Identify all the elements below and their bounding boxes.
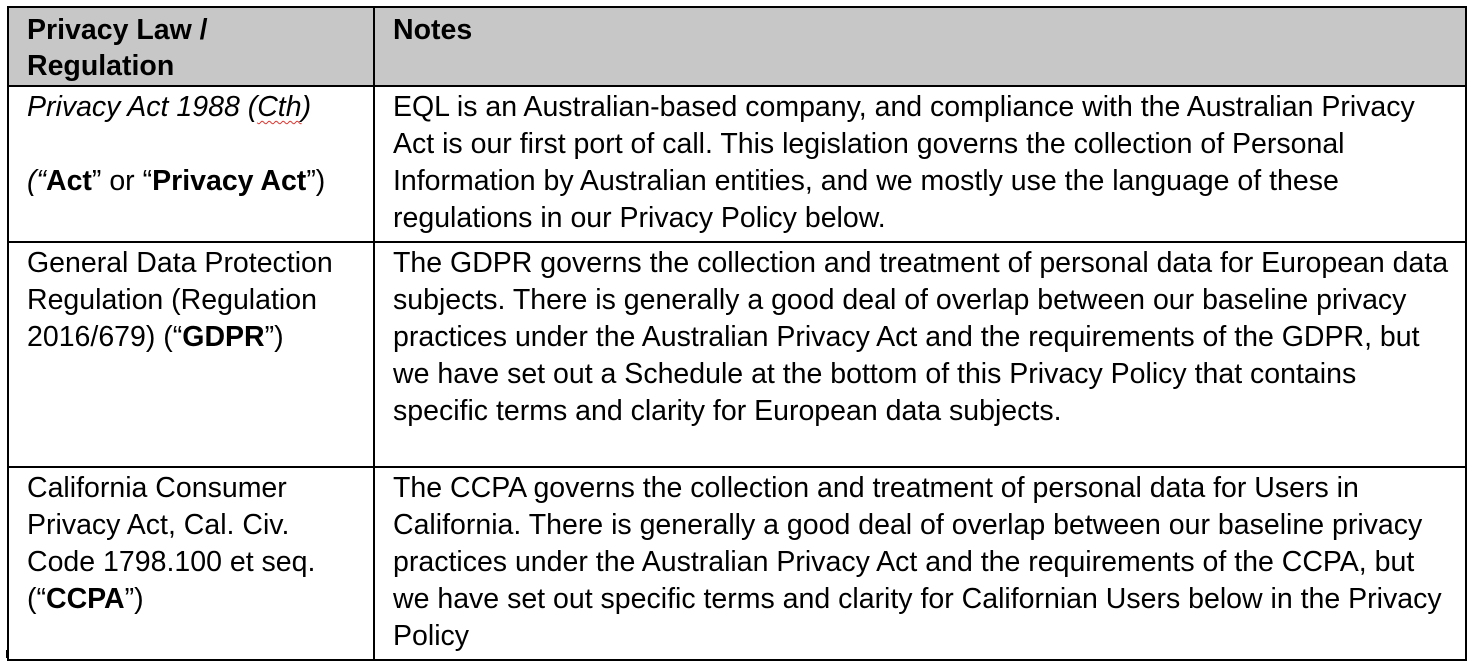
table-header-row	[8, 7, 1466, 86]
spellcheck-underline-cth: Cth	[257, 91, 302, 123]
notes-cell-privacy-act: EQL is an Australian-based company, and compliance with the Australian Privacy Act is our first port of call. This legislation governs the collection of Personal Information by Australian entities, and we mostly use the language of these regulations in our Privacy Policy below.	[374, 86, 1466, 242]
law-cell-privacy-act	[8, 86, 374, 242]
table-row	[8, 86, 1466, 242]
header-law-regulation	[8, 7, 374, 86]
law-title-privacy-act: Privacy Act 1988 (Cth)	[27, 91, 312, 123]
law-cell-gdpr	[8, 242, 374, 467]
law-abbreviation-gdpr: (“GDPR”)	[163, 321, 284, 353]
header-notes: Notes	[374, 7, 1466, 86]
table-row	[8, 242, 1466, 467]
table-edge-mark	[6, 650, 7, 658]
law-abbreviation-ccpa: (“CCPA”)	[27, 583, 144, 615]
law-abbreviation-act: (“Act” or “Privacy Act”)	[27, 165, 326, 197]
law-title-ccpa: California Consumer Privacy Act, Cal. Civ. Code 1798.100 et seq.	[27, 472, 316, 578]
header-law-line2: Regulation	[27, 50, 175, 82]
law-cell-ccpa	[8, 467, 374, 660]
header-law-line1: Privacy Law /	[27, 14, 208, 46]
law-title-gdpr: General Data Protection Regulation (Regulation 2016/679)	[27, 247, 333, 353]
table-row	[8, 467, 1466, 660]
notes-cell-gdpr: The GDPR governs the collection and treatment of personal data for European data subjects. There is generally a good deal of overlap between our baseline privacy practices under the Australian Privacy Act and the requirements of the GDPR, but we have set out a Schedule at the bottom of this Privacy Policy that contains specific terms and clarity for European data subjects.	[374, 242, 1466, 467]
privacy-law-table	[7, 6, 1467, 661]
notes-cell-ccpa: The CCPA governs the collection and treatment of personal data for Users in California. There is generally a good deal of overlap between our baseline privacy practices under the Australian Privacy Act and the requirements of the CCPA, but we have set out specific terms and clarity for Californian Users below in the Privacy Policy	[374, 467, 1466, 660]
